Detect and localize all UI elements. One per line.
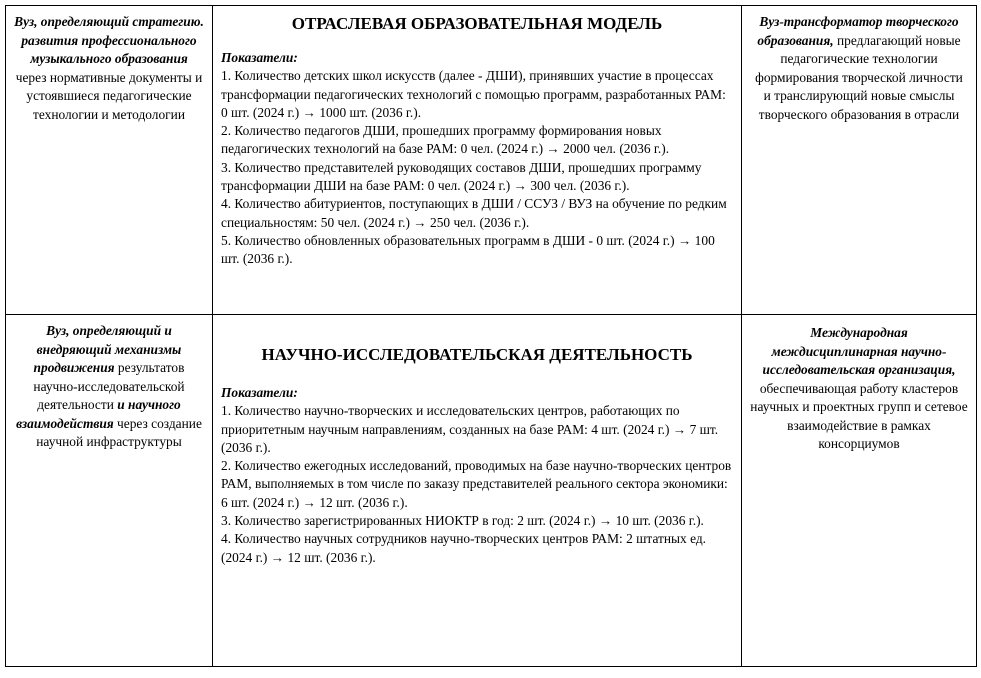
right-emphasis: Вуз-трансформатор творческого образования,	[757, 14, 959, 48]
left-emphasis: Вуз, определяющий стратегию. развития профессионального музыкального образования	[14, 14, 204, 66]
right-plain: обеспечивающая работу кластеров научных и проектных групп и сетевое взаимодействие в рамках консорциумов	[750, 380, 968, 451]
left-cell	[6, 315, 213, 667]
section-title: ОТРАСЛЕВАЯ ОБРАЗОВАТЕЛЬНАЯ МОДЕЛЬ	[291, 14, 663, 33]
indicator-item: 3. Количество зарегистрированных НИОКТР в год: 2 шт. (2024 г.) → 10 шт. (2036 г.).	[221, 513, 704, 529]
section-title: НАУЧНО-ИССЛЕДОВАТЕЛЬСКАЯ ДЕЯТЕЛЬНОСТЬ	[261, 345, 693, 364]
model-table	[5, 5, 977, 667]
left-description	[6, 315, 212, 452]
indicator-item: 1. Количество научно-творческих и исследовательских центров, работающих по приоритетным научным направлениям, созданных на базе РАМ: 4 шт. (2024 г.) → 7 шт. (2036 г.).	[221, 403, 719, 455]
indicator-item: 5. Количество обновленных образовательных программ в ДШИ - 0 шт. (2024 г.) → 100 шт. (2036 г.).	[221, 232, 715, 267]
left-plain: через создание научной инфраструктуры	[36, 415, 202, 449]
table-row	[6, 315, 977, 667]
left-description	[6, 6, 212, 124]
right-description	[742, 6, 976, 124]
right-plain: предлагающий новые педагогические технологии формирования творческой личности и транслирующий новые смыслы творческого образования в отрасли	[755, 32, 963, 122]
indicators-label: Показатели:	[221, 385, 298, 400]
indicator-item: 4. Количество научных сотрудников научно-творческих центров РАМ: 2 штатных ед. (2024 г.) → 12 шт. (2036 г.).	[221, 531, 707, 565]
indicator-item: 1. Количество детских школ искусств (далее - ДШИ), принявших участие в процессах трансформации педагогических технологий с помощью программ, разработанных РАМ: 0 шт. (2024 г.) → 1000 шт. (2036 г.).	[221, 68, 726, 120]
left-plain: результатов научно-исследовательской деятельности	[33, 360, 185, 412]
left-emphasis: и научного взаимодействия	[16, 397, 181, 431]
indicator-item: 4. Количество абитуриентов, поступающих в ДШИ / ССУЗ / ВУЗ на обучение по редким специальностям: 50 чел. (2024 г.) → 250 чел. (2036 г.).	[221, 196, 727, 230]
middle-cell	[213, 6, 742, 315]
middle-content	[213, 6, 741, 269]
indicator-item: 3. Количество представителей руководящих составов ДШИ, прошедших программу трансформации ДШИ на базе РАМ: 0 чел. (2024 г.) → 300 чел. (2036 г.).	[221, 159, 702, 194]
middle-cell	[213, 315, 742, 667]
indicator-item: 2. Количество педагогов ДШИ, прошедших программу формирования новых педагогических технологий на базе РАМ: 0 чел. (2024 г.) → 2000 чел. (2036 г.).	[221, 123, 670, 157]
left-plain: через нормативные документы и устоявшиеся педагогические технологии и методологии	[15, 69, 203, 122]
right-cell	[742, 315, 977, 667]
indicators-label: Показатели:	[221, 50, 298, 65]
left-emphasis: Вуз, определяющий и внедряющий механизмы продвижения	[33, 323, 182, 375]
indicator-item: 2. Количество ежегодных исследований, проводимых на базе научно-творческих центров РАМ, выполняемых в том числе по заказу представителей реального сектора экономики: 6 шт. (2024 г.) → 12 шт. (2036 г.).	[221, 458, 732, 510]
right-description	[742, 315, 976, 454]
right-emphasis: Международная междисциплинарная научно-исследовательская организация,	[762, 325, 956, 377]
middle-content	[213, 315, 741, 567]
table-row	[6, 6, 977, 315]
right-cell	[742, 6, 977, 315]
left-cell	[6, 6, 213, 315]
